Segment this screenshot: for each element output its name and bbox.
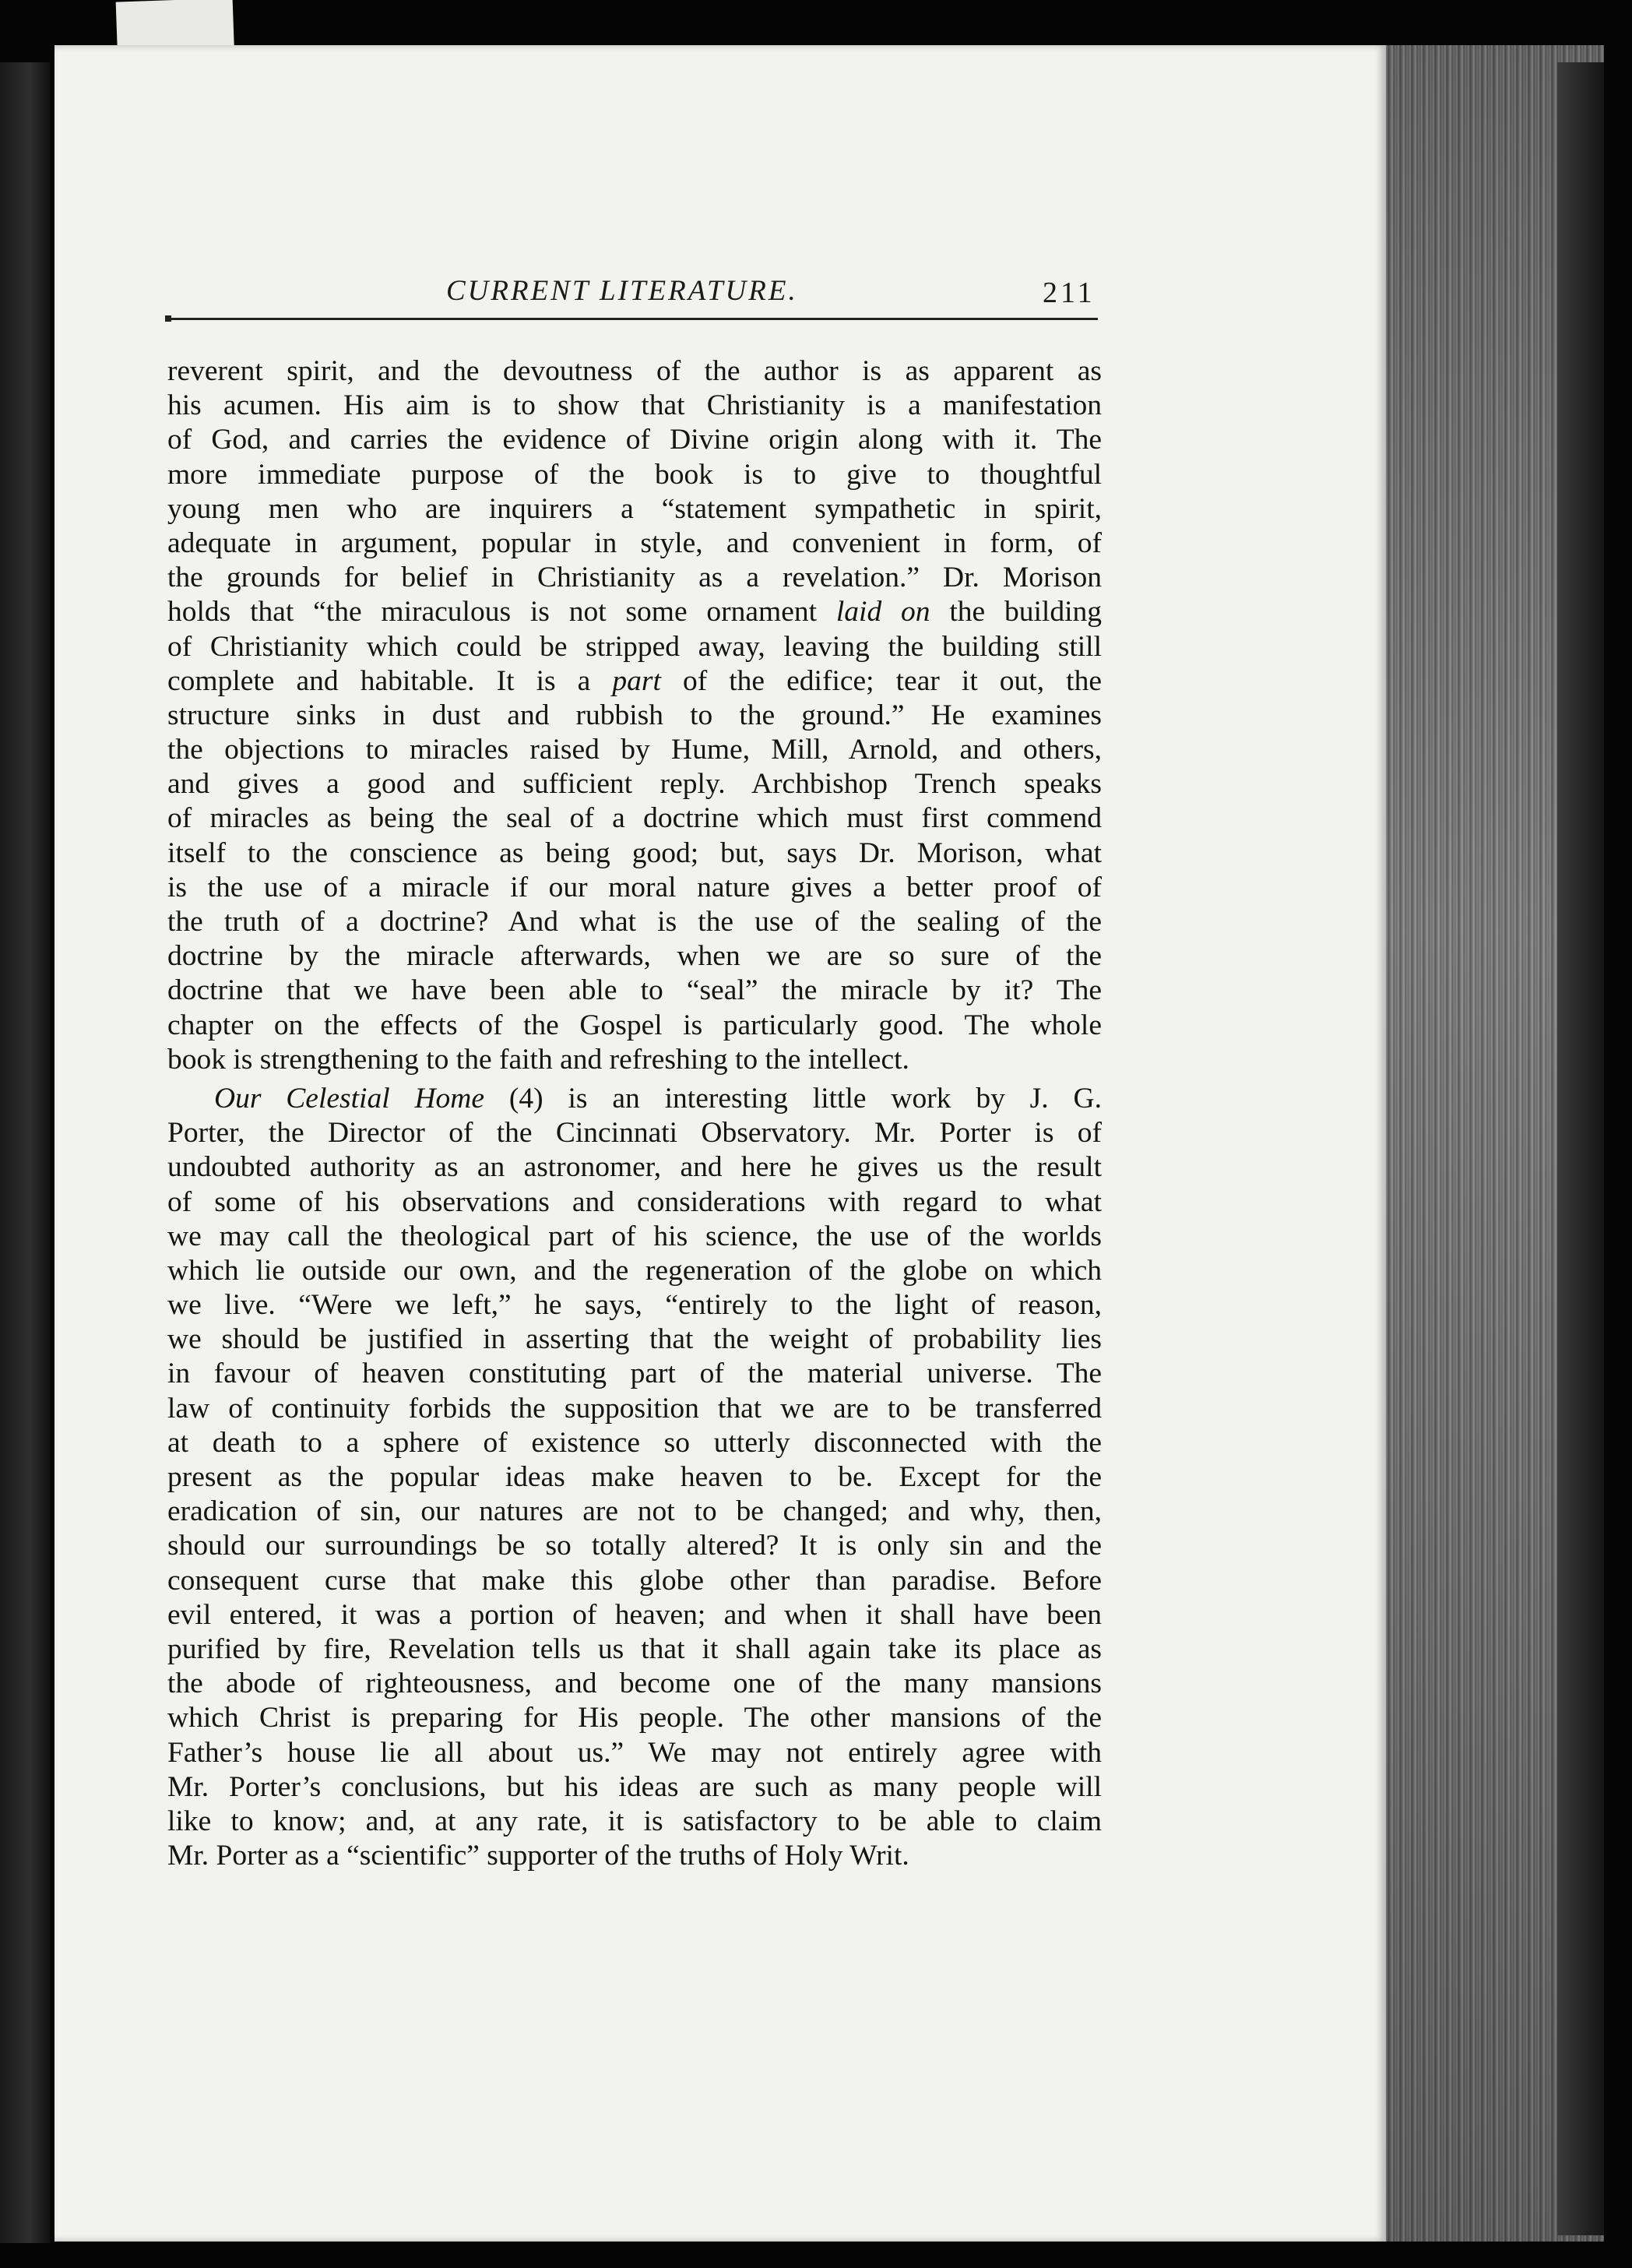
text-line: structure sinks in dust and rubbish to the ground.” He examines xyxy=(167,699,1102,731)
paragraph xyxy=(167,1082,1102,1873)
text-line: the truth of a doctrine? And what is the use of the sealing of the xyxy=(167,906,1102,938)
text-line: book is strengthening to the faith and refreshing to the intellect. xyxy=(167,1043,909,1076)
text-line: like to know; and, at any rate, it is satisfactory to be able to claim xyxy=(167,1805,1102,1837)
facing-page-edge xyxy=(0,62,50,2243)
text-line: Mr. Porter’s conclusions, but his ideas are such as many people will xyxy=(167,1770,1102,1803)
text-line: we may call the theological part of his science, the use of the worlds xyxy=(167,1220,1102,1252)
text-line: doctrine that we have been able to “seal” the miracle by it? The xyxy=(167,974,1102,1007)
text-line: and gives a good and sufficient reply. Archbishop Trench speaks xyxy=(167,768,1102,801)
running-head xyxy=(164,274,1098,321)
text-line: doctrine by the miracle afterwards, when we are so sure of the xyxy=(167,940,1102,973)
text-line: holds that “the miraculous is not some ornament laid on the building xyxy=(167,596,1102,629)
text-line: is the use of a miracle if our moral nature gives a better proof of xyxy=(167,871,1102,903)
paragraph xyxy=(167,354,1102,1077)
text-line: the objections to miracles raised by Hume, Mill, Arnold, and others, xyxy=(167,734,1102,766)
book-cover-edge xyxy=(1557,62,1604,2235)
text-line: of miracles as being the seal of a doctrine which must first commend xyxy=(167,802,1102,835)
text-line: his acumen. His aim is to show that Christianity is a manifestation xyxy=(167,389,1102,422)
text-line: more immediate purpose of the book is to give to thoughtful xyxy=(167,458,1102,491)
text-line: evil entered, it was a portion of heaven; and when it shall have been xyxy=(167,1598,1102,1631)
text-line: Porter, the Director of the Cincinnati Observatory. Mr. Porter is of xyxy=(167,1117,1102,1150)
text-line: Father’s house lie all about us.” We may not entirely agree with xyxy=(167,1736,1102,1769)
page-number: 211 xyxy=(1043,276,1096,309)
text-line: young men who are inquirers a “statement sympathetic in spirit, xyxy=(167,492,1102,525)
body-text xyxy=(167,354,1102,1873)
running-title: CURRENT LITERATURE. xyxy=(446,275,798,307)
text-line: at death to a sphere of existence so utterly disconnected with the xyxy=(167,1426,1102,1459)
text-line: adequate in argument, popular in style, and convenient in form, of xyxy=(167,526,1102,559)
text-line: the abode of righteousness, and become one of the many mansions xyxy=(167,1668,1102,1700)
text-line: we should be justified in asserting that the weight of probability lies xyxy=(167,1323,1102,1356)
text-line: reverent spirit, and the devoutness of the author is as apparent as xyxy=(167,355,1102,387)
text-line: present as the popular ideas make heaven to be. Except for the xyxy=(167,1461,1102,1493)
text-line: Our Celestial Home (4) is an interesting little work by J. G. xyxy=(214,1082,1102,1115)
text-line: which Christ is preparing for His people. The other mansions of the xyxy=(167,1702,1102,1734)
text-line: Mr. Porter as a “scientific” supporter of the truths of Holy Writ. xyxy=(167,1840,909,1872)
text-line: of some of his observations and considerations with regard to what xyxy=(167,1185,1102,1218)
text-line: which lie outside our own, and the regeneration of the globe on which xyxy=(167,1254,1102,1287)
text-line: itself to the conscience as being good; but, says Dr. Morison, what xyxy=(167,836,1102,869)
text-line: complete and habitable. It is a part of the edifice; tear it out, the xyxy=(167,664,1102,697)
header-rule xyxy=(167,318,1098,320)
text-line: of Christianity which could be stripped away, leaving the building still xyxy=(167,630,1102,663)
text-line: of God, and carries the evidence of Divine origin along with it. The xyxy=(167,424,1102,456)
text-line: should our surroundings be so totally altered? It is only sin and the xyxy=(167,1530,1102,1562)
text-line: the grounds for belief in Christianity as a revelation.” Dr. Morison xyxy=(167,562,1102,594)
text-line: undoubted authority as an astronomer, and here he gives us the result xyxy=(167,1151,1102,1184)
text-line: eradication of sin, our natures are not to be changed; and why, then, xyxy=(167,1495,1102,1528)
text-line: we live. “Were we left,” he says, “entirely to the light of reason, xyxy=(167,1289,1102,1322)
text-line: chapter on the effects of the Gospel is particularly good. The whole xyxy=(167,1009,1102,1041)
text-line: purified by fire, Revelation tells us that it shall again take its place as xyxy=(167,1632,1102,1665)
text-line: law of continuity forbids the supposition that we are to be transferred xyxy=(167,1392,1102,1425)
text-line: in favour of heaven constituting part of the material universe. The xyxy=(167,1358,1102,1390)
text-line: consequent curse that make this globe other than paradise. Before xyxy=(167,1564,1102,1597)
